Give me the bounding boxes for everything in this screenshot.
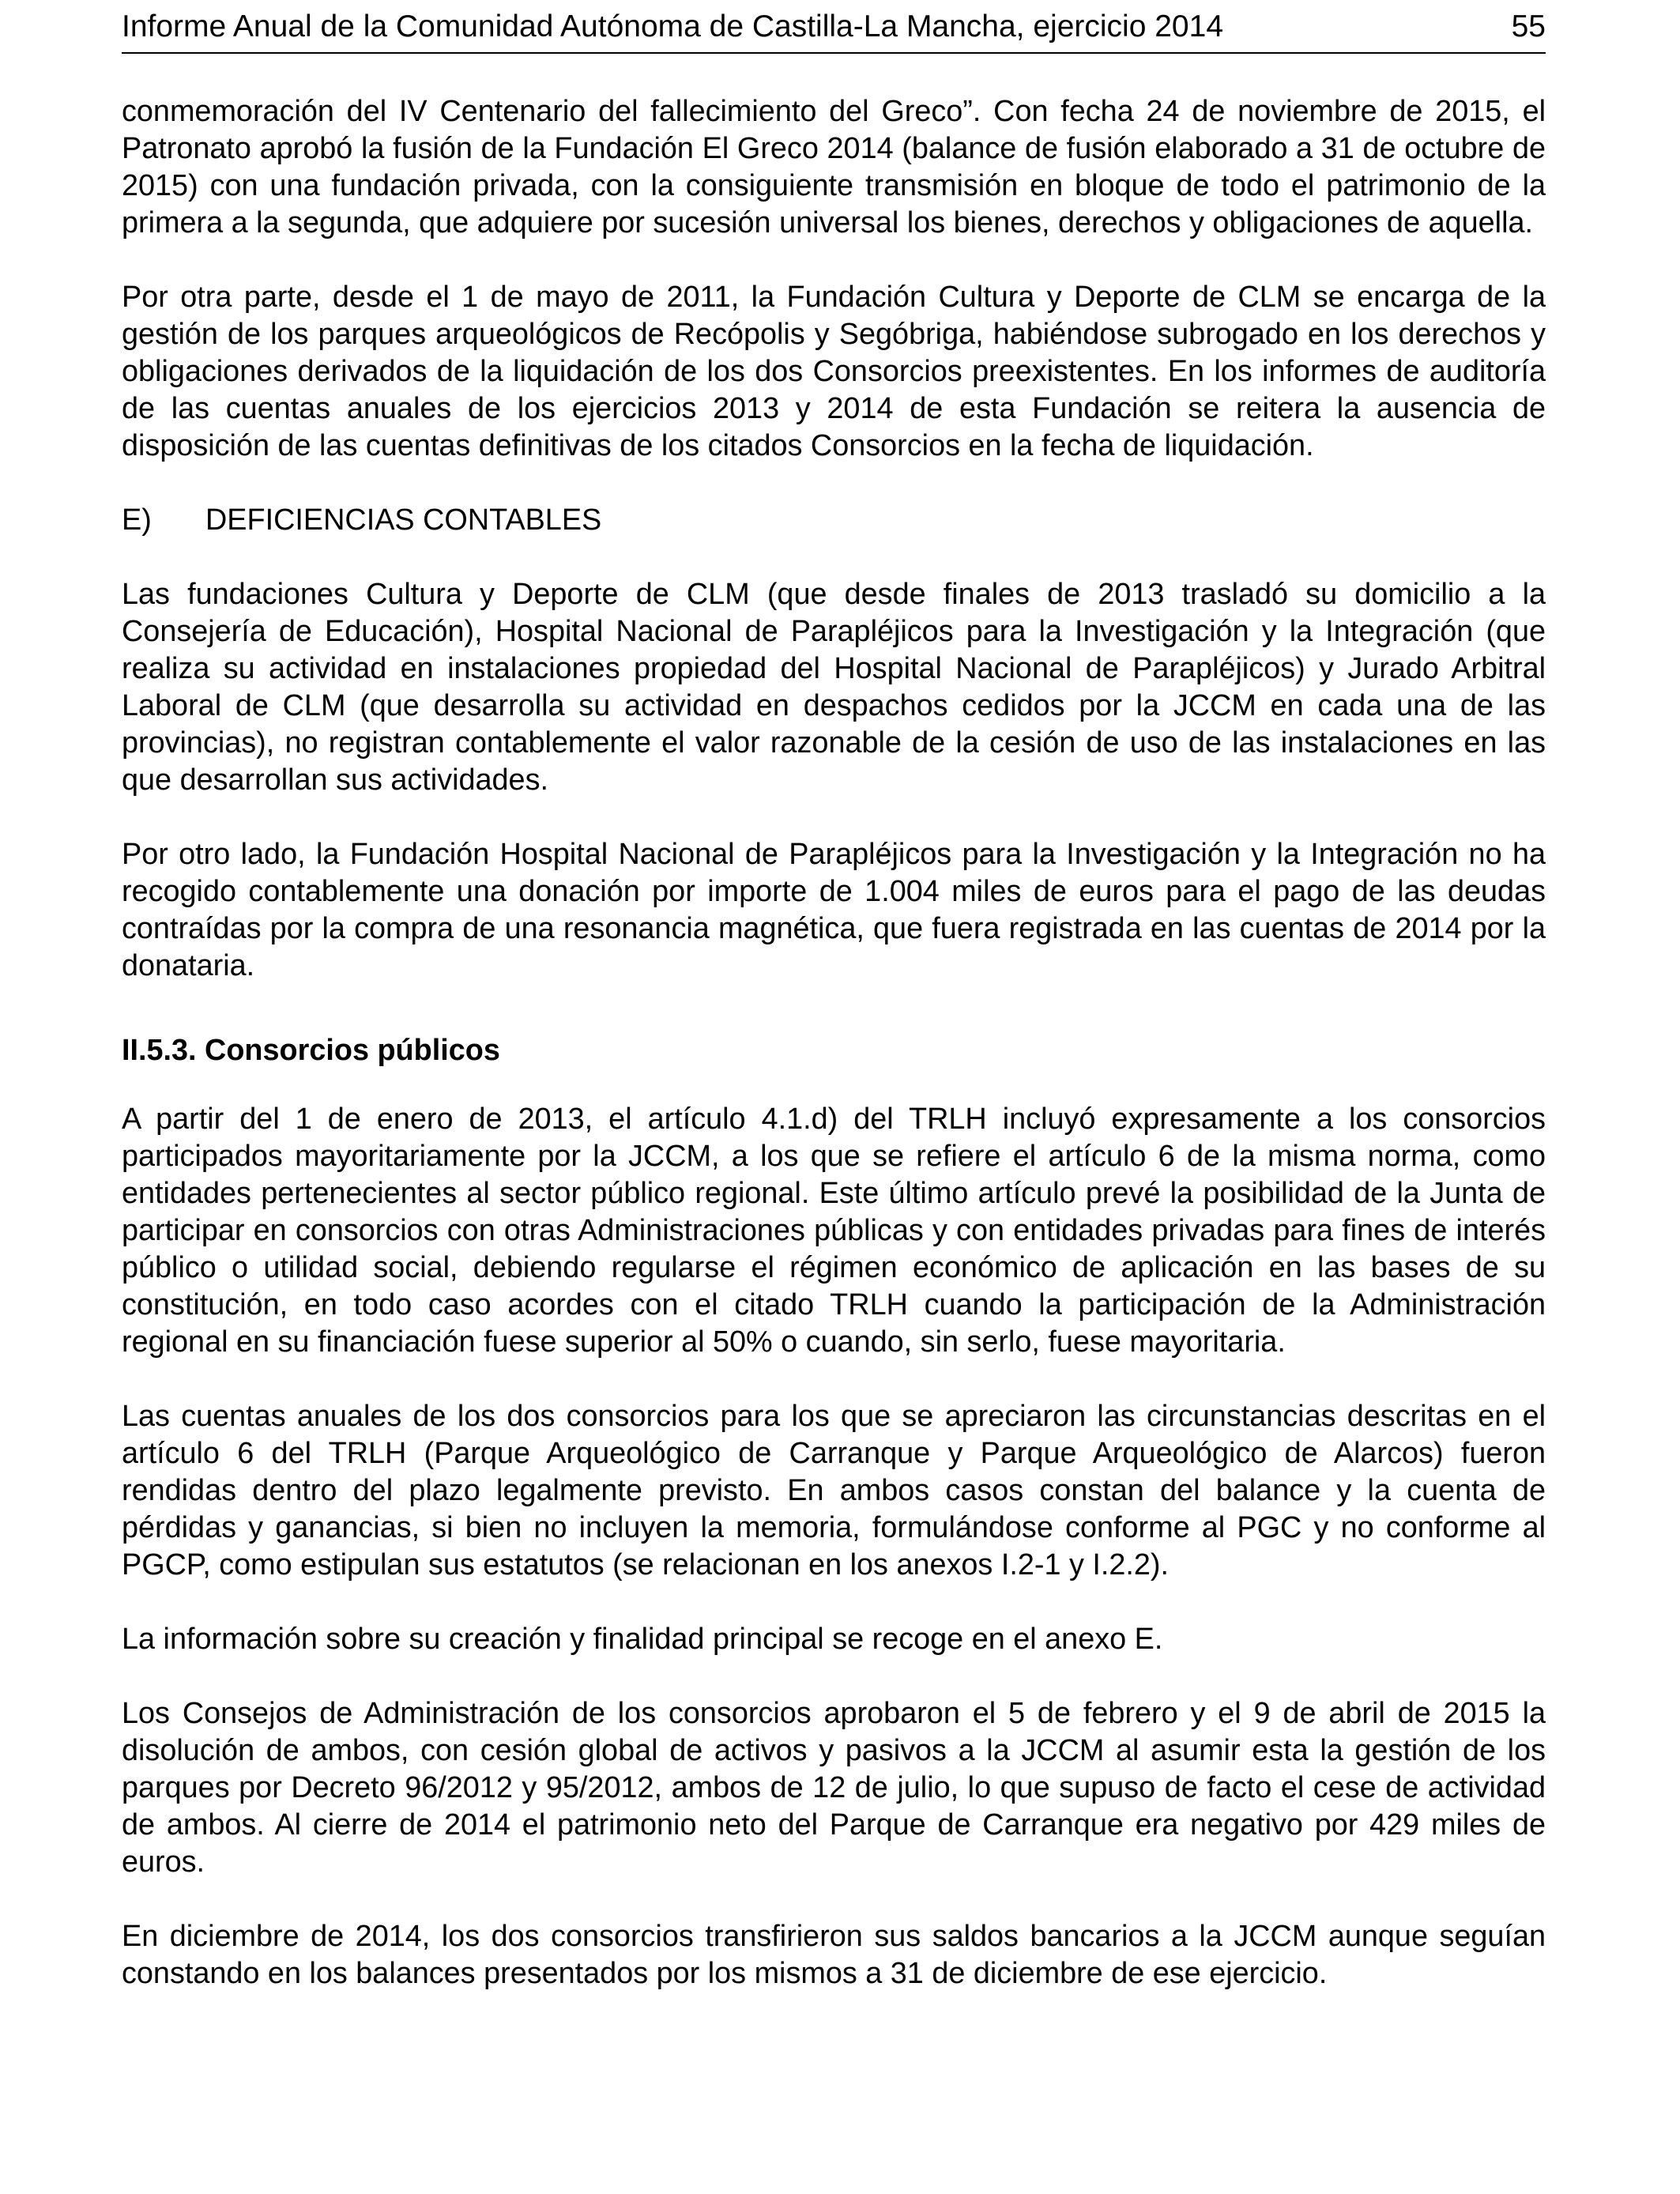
paragraph-saldos-bancarios: En diciembre de 2014, los dos consorcios transfirieron sus saldos bancarios a la JCCM aunque seguían constando en los balances presentados por los mismos a 31 de diciembre de ese ejercicio.	[122, 1920, 1546, 1990]
paragraph-greco-fusion: conmemoración del IV Centenario del fallecimiento del Greco”. Con fecha 24 de noviembre de 2015, el Patronato aprobó la fusión de la Fundación El Greco 2014 (balance de fusión elaborado a 31 de octubre de 2015) con una fundación privada, con la consiguiente transmisión en bloque de todo el patrimonio de la primera a la segunda, que adquiere por sucesión universal los bienes, derechos y obligaciones de aquella.	[122, 95, 1546, 239]
paragraph-trlh-articulo: A partir del 1 de enero de 2013, el artículo 4.1.d) del TRLH incluyó expresamente a los consorcios participados mayoritariamente por la JCCM, a los que se refiere el artículo 6 de la misma norma, como entidades pertenecientes al sector público regional. Este último artículo prevé la posibilidad de la Junta de participar en consorcios con otras Administraciones públicas y con entidades privadas para fines de interés público o utilidad social, debiendo regularse el régimen económico de aplicación en las bases de su constitución, en todo caso acordes con el citado TRLH cuando la participación de la Administración regional en su financiación fuese superior al 50% o cuando, sin serlo, fuese mayoritaria.	[122, 1103, 1546, 1359]
section-title: DEFICIENCIAS CONTABLES	[205, 503, 602, 537]
document-body	[122, 93, 1546, 2030]
subheading-consorcios-publicos: II.5.3. Consorcios públicos	[122, 1034, 500, 1067]
paragraph-disolucion: Los Consejos de Administración de los consorcios aprobaron el 5 de febrero y el 9 de abril de 2015 la disolución de ambos, con cesión global de activos y pasivos a la JCCM al asumir esta la gestión de los parques por Decreto 96/2012 y 95/2012, ambos de 12 de julio, lo que supuso de facto el cese de actividad de ambos. Al cierre de 2014 el patrimonio neto del Parque de Carranque era negativo por 429 miles de euros.	[122, 1697, 1546, 1879]
paragraph-donacion: Por otro lado, la Fundación Hospital Nacional de Parapléjicos para la Investigación y la Integración no ha recogido contablemente una donación por importe de 1.004 miles de euros para el pago de las deudas contraídas por la compra de una resonancia magnética, que fuera registrada en las cuentas de 2014 por la donataria.	[122, 838, 1546, 982]
page-header	[122, 6, 1546, 54]
paragraph-anexo-e: La información sobre su creación y finalidad principal se recoge en el anexo E.	[122, 1623, 1163, 1656]
paragraph-cesion-uso: Las fundaciones Cultura y Deporte de CLM (que desde finales de 2013 trasladó su domicilio a la Consejería de Educación), Hospital Nacional de Parapléjicos para la Investigación y la Integración (que realiza su actividad en instalaciones propiedad del Hospital Nacional de Parapléjicos) y Jurado Arbitral Laboral de CLM (que desarrolla su actividad en despachos cedidos por la JCCM en cada una de las provincias), no registran contablemente el valor razonable de la cesión de uso de las instalaciones en las que desarrollan sus actividades.	[122, 578, 1546, 797]
page-number: 55	[1511, 9, 1546, 43]
paragraph-cuentas-anuales: Las cuentas anuales de los dos consorcios para los que se apreciaron las circunstancias descritas en el artículo 6 del TRLH (Parque Arqueológico de Carranque y Parque Arqueológico de Alarcos) fueron rendidas dentro del plazo legalmente previsto. En ambos casos constan del balance y la cuenta de pérdidas y ganancias, si bien no incluyen la memoria, formulándose conforme al PGC y no conforme al PGCP, como estipulan sus estatutos (se relacionan en los anexos I.2-1 y I.2.2).	[122, 1400, 1546, 1581]
section-letter: E)	[122, 503, 152, 537]
header-title: Informe Anual de la Comunidad Autónoma de Castilla-La Mancha, ejercicio 2014	[122, 9, 1224, 43]
section-heading-deficiencias	[122, 502, 1546, 539]
paragraph-parques-arqueologicos: Por otra parte, desde el 1 de mayo de 2011, la Fundación Cultura y Deporte de CLM se encarga de la gestión de los parques arqueológicos de Recópolis y Segóbriga, habiéndose subrogado en los derechos y obligaciones derivados de la liquidación de los dos Consorcios preexistentes. En los informes de auditoría de las cuentas anuales de los ejercicios 2013 y 2014 de esta Fundación se reitera la ausencia de disposición de las cuentas definitivas de los citados Consorcios en la fecha de liquidación.	[122, 281, 1546, 462]
